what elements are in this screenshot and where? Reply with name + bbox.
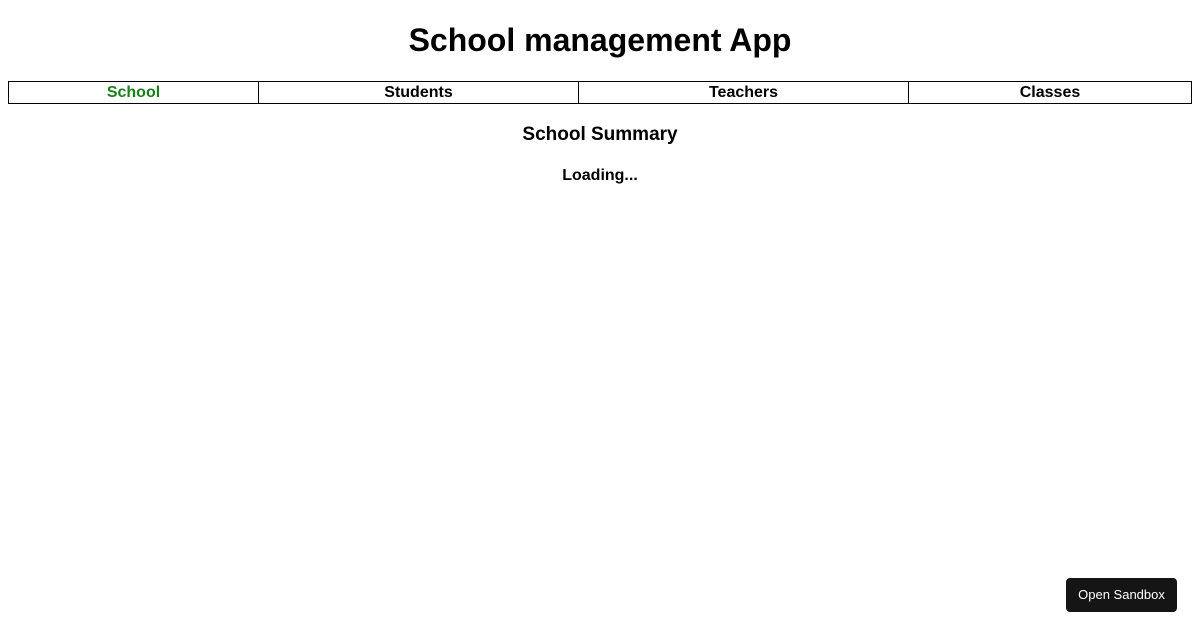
loading-indicator: Loading... — [562, 167, 638, 184]
tab-school[interactable]: School — [9, 82, 259, 103]
tab-teachers[interactable]: Teachers — [579, 82, 909, 103]
app-title: School management App — [408, 22, 792, 58]
main-nav — [8, 81, 1192, 104]
tab-classes[interactable]: Classes — [1019, 84, 1081, 101]
section-title: School Summary — [522, 124, 678, 145]
open-sandbox-button[interactable]: Open Sandbox — [1066, 578, 1177, 612]
tab-students[interactable]: Students — [259, 82, 579, 103]
